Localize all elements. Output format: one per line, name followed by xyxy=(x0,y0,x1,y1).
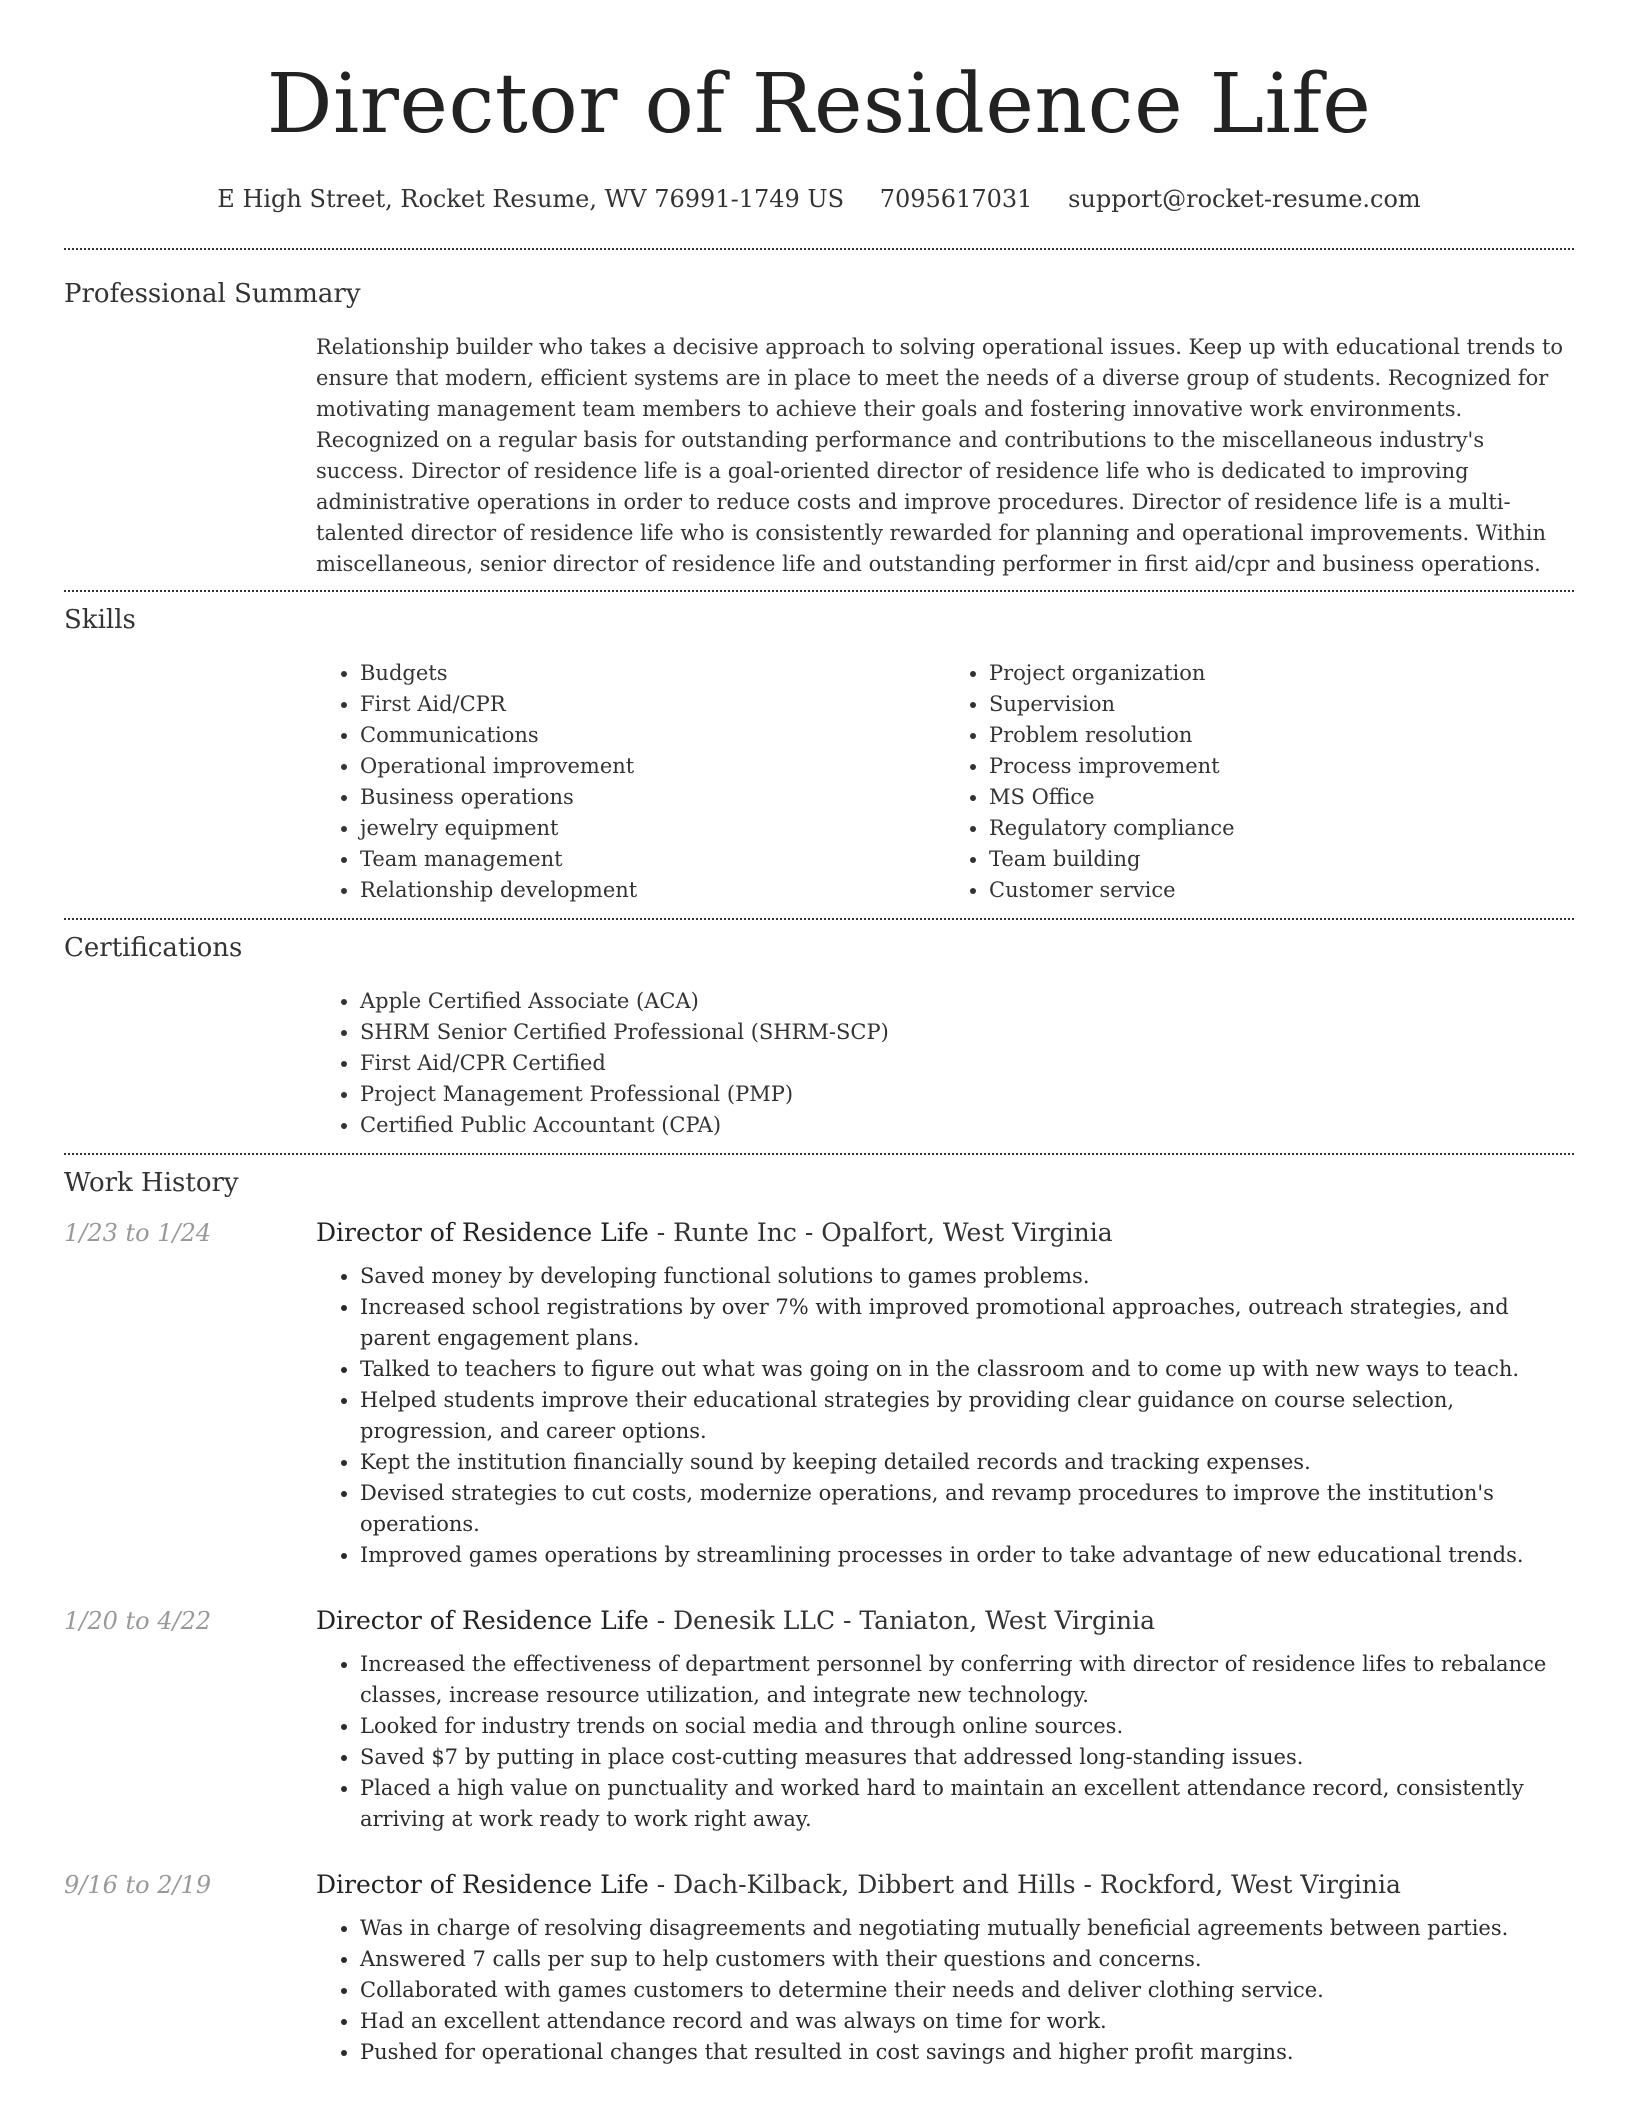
list-item: • Budgets xyxy=(360,658,945,689)
job-entry xyxy=(64,1213,1574,1601)
job-heading xyxy=(316,1213,1574,1253)
skills-list-right xyxy=(945,658,1574,906)
list-item: • Devised strategies to cut costs, modernize operations, and revamp procedures to improve the institution's operations. xyxy=(360,1478,1574,1540)
list-item: • Talked to teachers to figure out what was going on in the classroom and to come up with new ways to teach. xyxy=(360,1354,1574,1385)
certifications-list xyxy=(316,986,1574,1141)
list-item: • Business operations xyxy=(360,782,945,813)
list-item: • Process improvement xyxy=(989,751,1574,782)
skills-columns xyxy=(316,658,1574,906)
list-item: • Increased school registrations by over 7% with improved promotional approaches, outreach strategies, and parent engagement plans. xyxy=(360,1292,1574,1354)
job-entry xyxy=(64,1601,1574,1865)
list-item: • Team building xyxy=(989,844,1574,875)
list-item: • First Aid/CPR xyxy=(360,689,945,720)
list-item: • Certified Public Accountant (CPA) xyxy=(360,1110,1574,1141)
list-item: • Operational improvement xyxy=(360,751,945,782)
summary-section xyxy=(64,276,1574,580)
job-employer-location: - Dach-Kilback, Dibbert and Hills - Rockford, West Virginia xyxy=(648,1870,1401,1899)
job-heading xyxy=(316,1865,1574,1905)
list-item: • Helped students improve their educational strategies by providing clear guidance on course selection, progression, and career options. xyxy=(360,1385,1574,1447)
job-employer-location: - Denesik LLC - Taniaton, West Virginia xyxy=(648,1606,1156,1635)
contact-line xyxy=(64,182,1574,216)
list-item: • Collaborated with games customers to determine their needs and deliver clothing service. xyxy=(360,1975,1574,2006)
job-role: Director of Residence Life xyxy=(316,1870,649,1899)
work-history-section xyxy=(64,1165,1574,2098)
list-item: • Saved $7 by putting in place cost-cutting measures that addressed long-standing issues. xyxy=(360,1742,1574,1773)
work-history-heading: Work History xyxy=(64,1168,239,1198)
list-item: • Communications xyxy=(360,720,945,751)
contact-address: E High Street, Rocket Resume, WV 76991-1749 US xyxy=(217,185,845,213)
skills-list-left xyxy=(316,658,945,906)
section-divider xyxy=(64,248,1574,250)
list-item: • Looked for industry trends on social media and through online sources. xyxy=(360,1711,1574,1742)
list-item: • SHRM Senior Certified Professional (SHRM-SCP) xyxy=(360,1017,1574,1048)
list-item: • First Aid/CPR Certified xyxy=(360,1048,1574,1079)
list-item: • Customer service xyxy=(989,875,1574,906)
section-divider xyxy=(64,1153,1574,1155)
contact-phone: 7095617031 xyxy=(879,185,1033,213)
job-employer-location: - Runte Inc - Opalfort, West Virginia xyxy=(648,1218,1113,1247)
job-dates: 1/23 to 1/24 xyxy=(64,1219,212,1247)
job-bullets xyxy=(316,1913,1574,2068)
contact-email: support@rocket-resume.com xyxy=(1068,185,1421,213)
list-item: • Project Management Professional (PMP) xyxy=(360,1079,1574,1110)
list-item: • MS Office xyxy=(989,782,1574,813)
list-item: • Regulatory compliance xyxy=(989,813,1574,844)
job-heading xyxy=(316,1601,1574,1641)
list-item: • Answered 7 calls per sup to help customers with their questions and concerns. xyxy=(360,1944,1574,1975)
list-item: • Relationship development xyxy=(360,875,945,906)
list-item: • Supervision xyxy=(989,689,1574,720)
list-item: • Saved money by developing functional solutions to games problems. xyxy=(360,1261,1574,1292)
job-role: Director of Residence Life xyxy=(316,1606,649,1635)
job-dates: 1/20 to 4/22 xyxy=(64,1607,212,1635)
list-item: • Kept the institution financially sound by keeping detailed records and tracking expenses. xyxy=(360,1447,1574,1478)
list-item: • Team management xyxy=(360,844,945,875)
skills-section xyxy=(64,602,1574,906)
resume-title: Director of Residence Life xyxy=(266,57,1372,152)
summary-heading: Professional Summary xyxy=(64,279,361,309)
job-role: Director of Residence Life xyxy=(316,1218,649,1247)
list-item: • Increased the effectiveness of department personnel by conferring with director of residence lifes to rebalance classes, increase resource utilization, and integrate new technology. xyxy=(360,1649,1574,1711)
skills-heading: Skills xyxy=(64,605,136,635)
section-divider xyxy=(64,918,1574,920)
resume-page xyxy=(64,0,1574,2098)
list-item: • Placed a high value on punctuality and worked hard to maintain an excellent attendance record, consistently arriving at work ready to work right away. xyxy=(360,1773,1574,1835)
list-item: • jewelry equipment xyxy=(360,813,945,844)
list-item: • Improved games operations by streamlining processes in order to take advantage of new educational trends. xyxy=(360,1540,1574,1571)
certifications-section xyxy=(64,930,1574,1141)
job-dates: 9/16 to 2/19 xyxy=(64,1871,212,1899)
list-item: • Was in charge of resolving disagreements and negotiating mutually beneficial agreements between parties. xyxy=(360,1913,1574,1944)
list-item: • Apple Certified Associate (ACA) xyxy=(360,986,1574,1017)
job-bullets xyxy=(316,1649,1574,1835)
job-entry xyxy=(64,1865,1574,2098)
list-item: • Project organization xyxy=(989,658,1574,689)
list-item: • Problem resolution xyxy=(989,720,1574,751)
list-item: • Had an excellent attendance record and was always on time for work. xyxy=(360,2006,1574,2037)
summary-text: Relationship builder who takes a decisive approach to solving operational issues. Keep up with educational trends to ensure that modern, efficient systems are in place to meet the needs of a diverse group of students. Recognized for motivating management team members to achieve their goals and fostering innovative work environments. Recognized on a regular basis for outstanding performance and contributions to the miscellaneous industry's success. Director of residence life is a goal-oriented director of residence life who is dedicated to improving administrative operations in order to reduce costs and improve procedures. Director of residence life is a multi-talented director of residence life who is consistently rewarded for planning and operational improvements. Within miscellaneous, senior director of residence life and outstanding performer in first aid/cpr and business operations. xyxy=(316,335,1564,576)
section-divider xyxy=(64,590,1574,592)
job-bullets xyxy=(316,1261,1574,1571)
list-item: • Pushed for operational changes that resulted in cost savings and higher profit margins. xyxy=(360,2037,1574,2068)
certifications-heading: Certifications xyxy=(64,933,243,963)
